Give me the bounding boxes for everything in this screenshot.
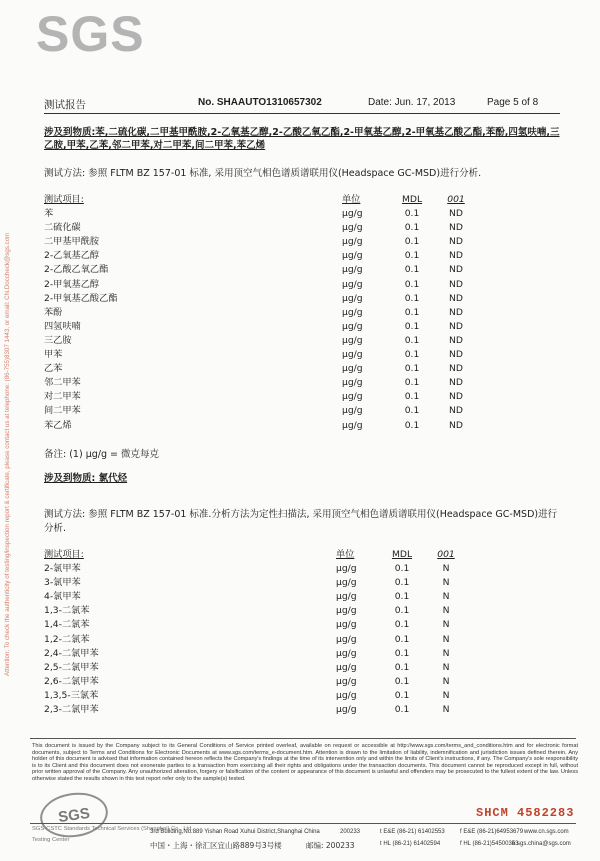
- result-cell: N: [442, 605, 450, 617]
- website: www.cn.sgs.com: [524, 829, 569, 835]
- section1-method: 测试方法: 参照 FLTM BZ 157-01 标准, 采用顶空气相色谱质谱联用仪(Headspace GC-MSD)进行分析.: [44, 168, 482, 179]
- substance-name: 对二甲苯: [44, 391, 81, 403]
- col-result: 001: [447, 194, 465, 205]
- substance-name: 1,3-二氯苯: [44, 605, 90, 617]
- section1-note: 备注: (1) µg/g = 微克每克: [44, 449, 160, 460]
- result-cell: ND: [449, 306, 463, 318]
- substance-name: 苯酚: [44, 306, 63, 318]
- substance-name: 三乙胺: [44, 334, 72, 346]
- substance-name: 甲苯: [44, 349, 63, 361]
- mdl-cell: 0.1: [394, 675, 410, 687]
- unit-cell: µg/g: [336, 577, 357, 589]
- result-cell: ND: [449, 208, 463, 220]
- table-header: [44, 193, 564, 207]
- address-en: 3rd Building,No.889 Yishan Road Xuhui District,Shanghai China: [150, 829, 320, 835]
- mdl-cell: 0.1: [404, 264, 420, 276]
- substance-name: 间二甲苯: [44, 405, 81, 417]
- result-cell: N: [442, 563, 450, 575]
- unit-cell: µg/g: [336, 633, 357, 645]
- table-row: [44, 633, 564, 647]
- table-row: [44, 221, 564, 235]
- unit-cell: µg/g: [342, 306, 363, 318]
- table-row: [44, 703, 564, 717]
- col-unit: 单位: [342, 194, 361, 205]
- table-row: [44, 306, 564, 320]
- result-cell: N: [442, 661, 450, 673]
- table-row: [44, 618, 564, 632]
- table-row: [44, 292, 564, 306]
- mdl-cell: 0.1: [394, 591, 410, 603]
- col-item: 测试项目:: [44, 549, 84, 560]
- table-row: [44, 661, 564, 675]
- unit-cell: µg/g: [336, 689, 357, 701]
- unit-cell: µg/g: [342, 208, 363, 220]
- unit-cell: µg/g: [336, 704, 357, 716]
- result-cell: ND: [449, 349, 463, 361]
- mdl-cell: 0.1: [404, 306, 420, 318]
- mdl-cell: 0.1: [404, 250, 420, 262]
- result-cell: N: [442, 633, 450, 645]
- unit-cell: µg/g: [342, 250, 363, 262]
- mdl-cell: 0.1: [394, 647, 410, 659]
- substance-name: 2-甲氧基乙酸乙酯: [44, 292, 118, 304]
- table-row: [44, 362, 564, 376]
- telephone: t E&E (86-21) 61402553: [380, 829, 445, 835]
- result-cell: ND: [449, 334, 463, 346]
- mdl-cell: 0.1: [404, 334, 420, 346]
- legal-disclaimer: This document is issued by the Company subject to its General Conditions of Service printed overleaf, available on request or accessible at http://www.sgs.com/terms_and_conditions.htm and for electronic format documents, subject to Terms and Conditions for Electronic Documents at www.sgs.com/terms_e-document.htm. Attention is drawn to the limitation of liability, indemnification and jurisdiction issues defined therein. Any holder of this document is advised that information contained hereon reflects the Company's findings at the time of its intervention only and within the limits of Client's instructions, if any. The Company's sole responsibility is to its Client and this document does not exonerate parties to a transaction from exercising all their rights and obligations under the transaction documents. This document cannot be reproduced except in full, without prior written approval of the Company. Any unauthorized alteration, forgery or falsification of the content or appearance of this document is unlawful and offenders may be prosecuted to the fullest extent of the law. Unless otherwise stated the results shown in this test report refer only to the sample(s) tested.: [32, 743, 578, 782]
- substance-name: 二甲基甲酰胺: [44, 236, 100, 248]
- unit-cell: µg/g: [336, 591, 357, 603]
- mdl-cell: 0.1: [404, 278, 420, 290]
- unit-cell: µg/g: [342, 349, 363, 361]
- substance-name: 2-乙氧基乙醇: [44, 250, 100, 262]
- unit-cell: µg/g: [336, 661, 357, 673]
- unit-cell: µg/g: [336, 675, 357, 687]
- unit-cell: µg/g: [342, 222, 363, 234]
- result-cell: ND: [449, 377, 463, 389]
- substance-name: 2,6-二氯甲苯: [44, 675, 99, 687]
- section1-table: [44, 193, 564, 433]
- table-row: [44, 675, 564, 689]
- postcode: 200233: [340, 829, 361, 835]
- mdl-cell: 0.1: [394, 633, 410, 645]
- unit-cell: µg/g: [336, 563, 357, 575]
- unit-cell: µg/g: [342, 278, 363, 290]
- result-cell: N: [442, 577, 450, 589]
- mdl-cell: 0.1: [394, 689, 410, 701]
- mdl-cell: 0.1: [394, 661, 410, 673]
- mdl-cell: 0.1: [404, 405, 420, 417]
- result-cell: ND: [449, 405, 463, 417]
- fax-hl: f HL (86-21)54500353: [460, 841, 519, 847]
- mdl-cell: 0.1: [404, 222, 420, 234]
- testing-center: Testing Center: [32, 837, 70, 843]
- email: e sgs.china@sgs.com: [512, 841, 571, 847]
- table-row: [44, 320, 564, 334]
- col-result: 001: [437, 549, 455, 560]
- footer-divider: [30, 738, 576, 739]
- col-mdl: MDL: [391, 549, 413, 560]
- unit-cell: µg/g: [342, 419, 363, 431]
- table-row: [44, 647, 564, 661]
- substance-name: 2,5-二氯甲苯: [44, 661, 99, 673]
- col-unit: 单位: [336, 549, 355, 560]
- mdl-cell: 0.1: [404, 292, 420, 304]
- result-cell: ND: [449, 391, 463, 403]
- result-cell: N: [442, 591, 450, 603]
- substance-name: 2-甲氧基乙醇: [44, 278, 100, 290]
- table-header: [44, 548, 564, 562]
- col-mdl: MDL: [401, 194, 423, 205]
- substance-name: 乙苯: [44, 363, 63, 375]
- unit-cell: µg/g: [342, 264, 363, 276]
- unit-cell: µg/g: [336, 605, 357, 617]
- section2-scope: 涉及到物质: 氯代烃: [44, 473, 128, 484]
- mdl-cell: 0.1: [394, 619, 410, 631]
- unit-cell: µg/g: [342, 236, 363, 248]
- result-cell: ND: [449, 250, 463, 262]
- substance-name: 苯乙烯: [44, 419, 72, 431]
- table-row: [44, 334, 564, 348]
- report-date: Date: Jun. 17, 2013: [368, 97, 456, 108]
- telephone-hl: t HL (86-21) 61402594: [380, 841, 441, 847]
- sgs-seal-stamp: SGS: [37, 788, 110, 841]
- table-row: [44, 278, 564, 292]
- result-cell: ND: [449, 419, 463, 431]
- mdl-cell: 0.1: [404, 391, 420, 403]
- substance-name: 2,4-二氯甲苯: [44, 647, 99, 659]
- mdl-cell: 0.1: [404, 419, 420, 431]
- substance-name: 四氢呋喃: [44, 320, 81, 332]
- mdl-cell: 0.1: [404, 320, 420, 332]
- header-divider: [44, 113, 560, 114]
- result-cell: ND: [449, 278, 463, 290]
- result-cell: ND: [449, 222, 463, 234]
- table-row: [44, 576, 564, 590]
- table-row: [44, 263, 564, 277]
- unit-cell: µg/g: [342, 377, 363, 389]
- result-cell: ND: [449, 264, 463, 276]
- table-row: [44, 235, 564, 249]
- table-row: [44, 419, 564, 433]
- table-row: [44, 390, 564, 404]
- mdl-cell: 0.1: [394, 563, 410, 575]
- unit-cell: µg/g: [342, 405, 363, 417]
- address-cn: 中国・上海・徐汇区宜山路889号3号楼: [150, 841, 282, 850]
- result-cell: N: [442, 619, 450, 631]
- result-cell: N: [442, 704, 450, 716]
- table-row: [44, 249, 564, 263]
- result-cell: N: [442, 689, 450, 701]
- result-cell: ND: [449, 320, 463, 332]
- unit-cell: µg/g: [342, 292, 363, 304]
- postcode-cn: 邮编: 200233: [306, 841, 355, 850]
- substance-name: 邻二甲苯: [44, 377, 81, 389]
- table-row: [44, 376, 564, 390]
- mdl-cell: 0.1: [404, 236, 420, 248]
- result-cell: ND: [449, 292, 463, 304]
- unit-cell: µg/g: [342, 363, 363, 375]
- table-row: [44, 562, 564, 576]
- table-row: [44, 348, 564, 362]
- result-cell: ND: [449, 236, 463, 248]
- result-cell: N: [442, 647, 450, 659]
- table-row: [44, 590, 564, 604]
- substance-name: 4-氯甲苯: [44, 591, 81, 603]
- substance-name: 1,2-二氯苯: [44, 633, 90, 645]
- mdl-cell: 0.1: [394, 704, 410, 716]
- section2-method: 测试方法: 参照 FLTM BZ 157-01 标准.分析方法为定性扫描法, 采用顶空气相色谱质谱联用仪(Headspace GC-MSD)进行分析.: [44, 509, 558, 534]
- mdl-cell: 0.1: [394, 605, 410, 617]
- mdl-cell: 0.1: [404, 377, 420, 389]
- company-name: SGS-CSTC Standards Technical Services (Shanghai) Co., Ltd.: [32, 826, 193, 832]
- mdl-cell: 0.1: [404, 349, 420, 361]
- col-item: 测试项目:: [44, 194, 84, 205]
- unit-cell: µg/g: [342, 334, 363, 346]
- page-number: Page 5 of 8: [487, 97, 539, 108]
- section1-scope: 涉及到物质:苯,二硫化碳,二甲基甲酰胺,2-乙氧基乙醇,2-乙酸乙氧乙酯,2-甲氧基乙醇,2-甲氧基乙酸乙酯,苯酚,四氢呋喃,三乙胺,甲苯,乙苯,邻二甲苯,对二甲苯,间二甲苯,苯乙烯: [44, 127, 560, 151]
- substance-name: 3-氯甲苯: [44, 577, 81, 589]
- substance-name: 二硫化碳: [44, 222, 81, 234]
- mdl-cell: 0.1: [404, 363, 420, 375]
- substance-name: 2,3-二氯甲苯: [44, 704, 99, 716]
- table-row: [44, 689, 564, 703]
- result-cell: N: [442, 675, 450, 687]
- substance-name: 1,4-二氯苯: [44, 619, 90, 631]
- unit-cell: µg/g: [336, 619, 357, 631]
- fax: f E&E (86-21)64953679: [460, 829, 524, 835]
- serial-number: SHCM 4582283: [476, 806, 575, 820]
- table-row: [44, 604, 564, 618]
- table-row: [44, 404, 564, 418]
- unit-cell: µg/g: [336, 647, 357, 659]
- mdl-cell: 0.1: [394, 577, 410, 589]
- substance-name: 2-氯甲苯: [44, 563, 81, 575]
- report-title: 测试报告: [44, 99, 86, 111]
- unit-cell: µg/g: [342, 320, 363, 332]
- report-number: No. SHAAUTO1310657302: [198, 97, 322, 108]
- table-row: [44, 207, 564, 221]
- sgs-logo: SGS: [36, 6, 145, 62]
- section2-table: [44, 548, 564, 717]
- address-divider: [30, 823, 576, 824]
- substance-name: 2-乙酸乙氧乙酯: [44, 264, 109, 276]
- substance-name: 1,3,5-三氯苯: [44, 689, 99, 701]
- authenticity-side-note: Attention: To check the authenticity of testing/inspection report & certificate, please contact us at telephone: (86-755)8307 1443, or email: CN.Doccheck@sgs.com: [4, 232, 11, 676]
- mdl-cell: 0.1: [404, 208, 420, 220]
- substance-name: 苯: [44, 208, 54, 220]
- result-cell: ND: [449, 363, 463, 375]
- unit-cell: µg/g: [342, 391, 363, 403]
